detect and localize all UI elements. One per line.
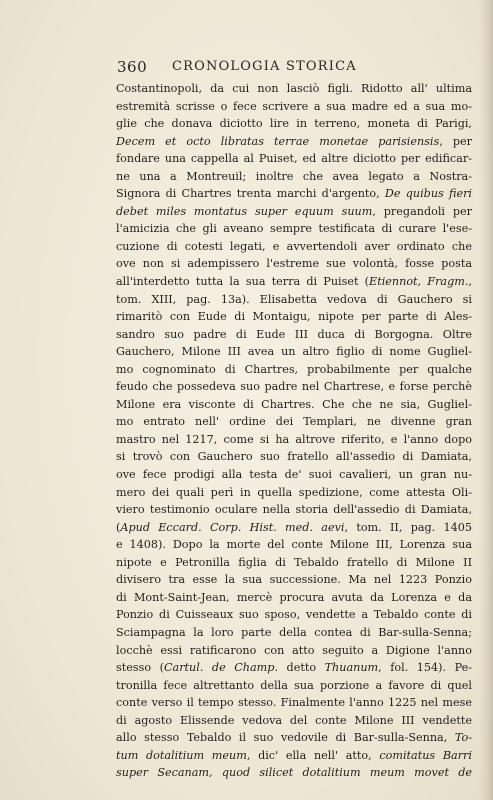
text-segment: mero dei quali perì in quella spedizione, come attesta Oli- — [116, 485, 472, 499]
text-line — [116, 501, 472, 519]
text-line — [116, 150, 472, 168]
italic-text-segment: comitatus Barri — [379, 748, 472, 762]
text-line — [116, 80, 472, 98]
text-line — [116, 168, 472, 186]
italic-text-segment: tum dotalitium meum — [116, 748, 247, 762]
text-segment: di agosto Elissende vedova del conte Milone III vendette — [116, 713, 472, 727]
text-line — [116, 378, 472, 396]
text-line — [116, 554, 472, 572]
body-text — [116, 80, 472, 782]
italic-text-segment: Decem et octo libratas terrae monetae parisiensis — [116, 134, 440, 148]
text-segment: allo stesso Tebaldo il suo vedovile di Bar-sulla-Senna, — [116, 731, 455, 745]
text-segment: , dic' ella nell' atto, — [246, 748, 380, 762]
text-line — [116, 642, 472, 660]
text-segment: all'interdetto tutta la sua terra di Puiset ( — [116, 275, 370, 289]
text-segment: tom. XIII, pag. 13a). Elisabetta vedova di Gauchero si — [116, 292, 472, 306]
text-segment: l'amicizia che gli aveano sempre testificata di curare l'ese- — [116, 222, 472, 236]
italic-text-segment: To- — [454, 731, 472, 745]
text-segment: mo entrato nell' ordine dei Templari, ne divenne gran — [116, 415, 472, 429]
page-header — [117, 58, 469, 78]
text-line — [116, 448, 472, 466]
text-segment: sandro suo padre di Eude III duca di Borgogna. Oltre — [116, 327, 472, 341]
text-segment: fondare una cappella al Puiset, ed altre diciotto per edificar- — [116, 152, 472, 166]
text-segment: locchè essi ratificarono con atto seguito a Digione l'anno — [116, 643, 472, 657]
text-segment: detto — [278, 661, 325, 675]
text-segment: ne una a Montreuil; inoltre che avea legato a Nostra- — [116, 169, 472, 183]
text-line — [116, 712, 472, 730]
text-line — [116, 413, 472, 431]
text-segment: stesso ( — [116, 661, 164, 675]
text-line — [116, 98, 472, 116]
text-segment: Gauchero, Milone III avea un altro figlio di nome Gugliel- — [116, 345, 472, 359]
text-segment: Sciampagna la loro parte della contea di Bar-sulla-Senna; — [116, 625, 472, 639]
text-segment: divisero tra esse la sua successione. Ma nel 1223 Ponzio — [116, 573, 472, 587]
text-segment: si trovò con Gauchero suo fratello all'assedio di Damiata, — [116, 450, 472, 464]
page-number: 360 — [117, 58, 148, 76]
text-segment: ove non si adempissero l'estreme sue volontà, fosse posta — [116, 257, 472, 271]
text-line — [116, 343, 472, 361]
text-line — [116, 466, 472, 484]
text-line — [116, 431, 472, 449]
text-segment: e 1408). Dopo la morte del conte Milone III, Lorenza sua — [116, 538, 472, 552]
text-line — [116, 624, 472, 642]
page-gutter-shadow — [479, 0, 493, 800]
text-segment: cuzione di cotesti legati, e avvertendoli aver ordinato che — [116, 239, 472, 253]
text-segment: , per — [439, 134, 472, 148]
text-line — [116, 519, 472, 537]
text-line — [116, 308, 472, 326]
text-line — [116, 291, 472, 309]
text-line — [116, 255, 472, 273]
text-line — [116, 589, 472, 607]
text-line — [116, 220, 472, 238]
italic-text-segment: Apud Eccard. Corp. Hist. med. aevi — [120, 520, 345, 534]
text-segment: tronilla fece altrettanto della sua porzione a favore di quel — [116, 678, 472, 692]
running-head: CRONOLOGIA STORICA — [172, 59, 357, 74]
italic-text-segment: super Secanam, quod silicet dotalitium meum movet de — [116, 766, 472, 780]
text-line — [116, 677, 472, 695]
text-segment: mo cognominato di Chartres, probabilmente per qualche — [116, 362, 472, 376]
text-segment: mastro nel 1217, come si ha altrove riferito, e l'anno dopo — [116, 432, 472, 446]
text-segment: feudo che possedeva suo padre nel Chartrese, e forse perchè — [116, 380, 472, 394]
text-segment: ( — [116, 520, 121, 534]
text-segment: Milone era visconte di Chartres. Che che ne sia, Gugliel- — [116, 397, 472, 411]
text-segment: Signora di Chartres trenta marchi d'argento, — [116, 187, 385, 201]
text-line — [116, 396, 472, 414]
text-line — [116, 273, 472, 291]
italic-text-segment: Thuanum — [324, 661, 379, 675]
text-segment: , fol. 154). Pe- — [378, 661, 472, 675]
italic-text-segment: Cartul. de Champ. — [163, 661, 279, 675]
text-line — [116, 606, 472, 624]
text-segment: viero testimonio oculare nella storia dell'assedio di Damiata, — [116, 503, 472, 517]
text-segment: Costantinopoli, da cui non lasciò figli. Ridotto all' ultima — [116, 82, 472, 95]
text-line — [116, 484, 472, 502]
italic-text-segment: De quibus fieri — [384, 187, 472, 201]
italic-text-segment: Etiennot, Fragm. — [369, 275, 469, 289]
text-line — [116, 729, 472, 747]
text-segment: glie che donava diciotto lire in terreno, moneta di Parigi, — [116, 117, 472, 131]
text-segment: rimaritò con Eude di Montaigu, nipote per parte di Ales- — [116, 310, 472, 324]
text-segment: ove fece prodigi alla testa de' suoi cavalieri, un gran nu- — [116, 468, 472, 482]
text-segment: estremità scrisse o fece scrivere a sua madre ed a sua mo- — [116, 99, 472, 113]
text-segment: di Mont-Saint-Jean, mercè procura avuta da Lorenza e da — [116, 590, 472, 604]
text-segment: nipote e Petronilla figlia di Tebaldo fratello di Milone II — [116, 555, 472, 569]
italic-text-segment: debet miles montatus super equum suum — [116, 204, 373, 218]
text-line — [116, 571, 472, 589]
text-segment: , pregandoli per — [372, 204, 472, 218]
text-line — [116, 238, 472, 256]
text-line — [116, 694, 472, 712]
text-segment: , tom. II, pag. 1405 — [344, 520, 472, 534]
text-line — [116, 326, 472, 344]
text-line — [116, 133, 472, 151]
text-line — [116, 115, 472, 133]
text-line — [116, 536, 472, 554]
text-line — [116, 361, 472, 379]
text-line — [116, 185, 472, 203]
text-segment: conte verso il tempo stesso. Finalmente l'anno 1225 nel mese — [116, 696, 472, 710]
text-segment: Ponzio di Cuisseaux suo sposo, vendette a Tebaldo conte di — [116, 608, 472, 622]
text-line — [116, 764, 472, 782]
text-line — [116, 203, 472, 221]
text-segment: , — [468, 275, 472, 289]
text-line — [116, 747, 472, 765]
text-line — [116, 659, 472, 677]
